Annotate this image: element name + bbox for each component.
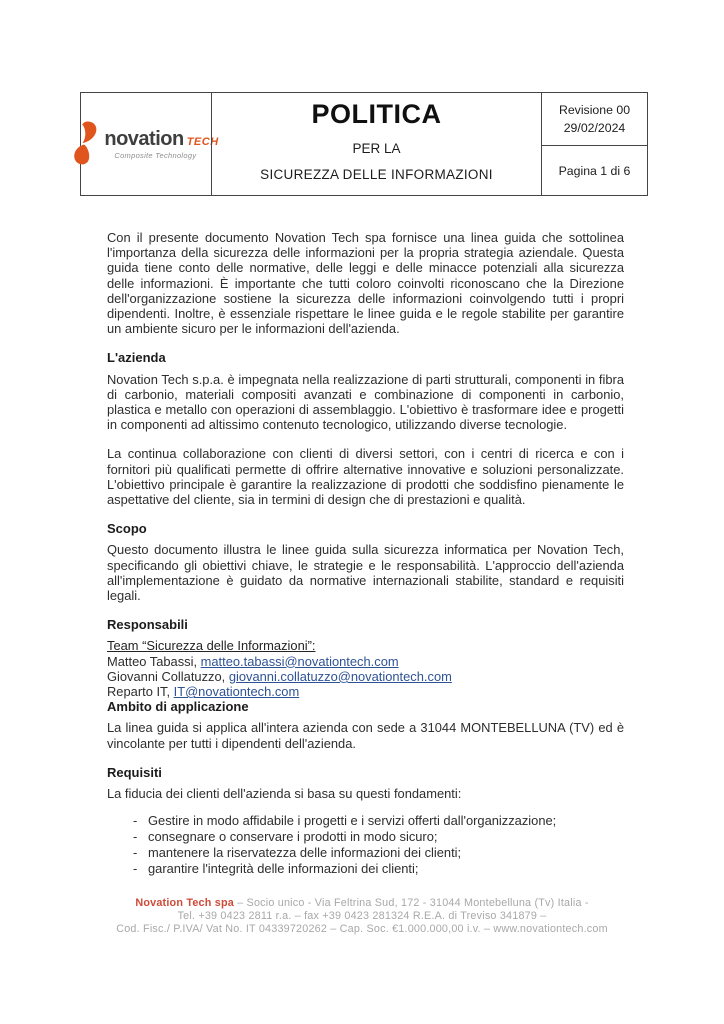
- team-label: Team “Sicurezza delle Informazioni”:: [107, 638, 316, 654]
- ambito-paragraph: La linea guida si applica all'intera azienda con sede a 31044 MONTEBELLUNA (TV) ed è vincolante per tutti i dipendenti dell'azienda.: [107, 720, 624, 751]
- intro-paragraph: Con il presente documento Novation Tech spa fornisce una linea guida che sottolinea l'importanza della sicurezza delle informazioni per la propria strategia aziendale. Questa guida tiene conto delle normative, delle leggi e delle minacce potenziali alla sicurezza delle informazioni. È importante che tutti coloro coinvolti riconoscano che la Direzione dell'organizzazione sostiene la sicurezza delle informazioni coinvolgendo tutti i propri dipendenti. Inoltre, è essenziale rispettare le linee guida e le regole stabilite per garantire un ambiente sicuro per le informazioni dell'azienda.: [107, 230, 624, 337]
- scopo-paragraph: Questo documento illustra le linee guida sulla sicurezza informatica per Novation Tech, specificando gli obiettivi chiave, le strategie e le responsabilità. L'approccio dell'azienda all'implementazione è guidato da normative internazionali stabilite, standard e requisiti legali.: [107, 542, 624, 604]
- title-cell: [211, 93, 542, 195]
- contact-line: [107, 669, 624, 684]
- header-table: [80, 92, 648, 196]
- bullet-dash: -: [133, 813, 138, 829]
- bullet-dash: -: [133, 861, 138, 877]
- revision-cell: [542, 93, 647, 146]
- revision-date: 29/02/2024: [563, 121, 626, 135]
- email-link-giovanni[interactable]: giovanni.collatuzzo@novationtech.com: [228, 668, 452, 684]
- bullet-dash: -: [133, 845, 138, 861]
- contact-name: Matteo Tabassi,: [107, 653, 201, 669]
- section-heading-azienda: L'azienda: [107, 350, 166, 366]
- email-link-matteo[interactable]: matteo.tabassi@novationtech.com: [200, 653, 399, 669]
- logo-swoosh-icon: [73, 121, 99, 167]
- logo-text: [104, 129, 218, 160]
- page-number: Pagina 1 di 6: [558, 163, 631, 178]
- page-footer: [0, 897, 724, 936]
- contact-line: [107, 684, 624, 699]
- footer-address: – Socio unico - Via Feltrina Sud, 172 - 31044 Montebelluna (Tv) Italia -: [233, 897, 589, 909]
- contact-name: Giovanni Collatuzzo,: [107, 668, 229, 684]
- requisiti-bullet-list: [107, 813, 624, 877]
- revision-label: Revisione 00: [558, 103, 631, 117]
- document-subtitle-2: SICUREZZA DELLE INFORMAZIONI: [260, 166, 493, 182]
- footer-company-name: Novation Tech spa: [135, 897, 234, 909]
- list-item: [107, 829, 624, 845]
- meta-cell: [542, 93, 647, 195]
- bullet-text: consegnare o conservare i prodotti in modo sicuro;: [148, 829, 438, 845]
- logo-name: novation: [104, 127, 184, 150]
- email-link-it[interactable]: IT@novationtech.com: [173, 684, 300, 700]
- section-heading-responsabili: Responsabili: [107, 617, 188, 633]
- footer-line-3: Cod. Fisc./ P.IVA/ Vat No. IT 04339720262 – Cap. Soc. €1.000.000,00 i.v. – www.novationtech.com: [116, 923, 608, 935]
- contact-name: Reparto IT,: [107, 684, 174, 700]
- section-heading-requisiti: Requisiti: [107, 764, 162, 780]
- bullet-text: mantenere la riservatezza delle informazioni dei clienti;: [148, 845, 462, 861]
- requisiti-intro: La fiducia dei clienti dell'azienda si basa su questi fondamenti:: [107, 786, 462, 802]
- page-number-cell: [542, 146, 647, 195]
- bullet-dash: -: [133, 829, 138, 845]
- contact-line: [107, 654, 624, 669]
- azienda-paragraph-1: Novation Tech s.p.a. è impegnata nella realizzazione di parti strutturali, componenti in fibra di carbonio, materiali compositi avanzati e combinazione di componenti in carbonio, plastica e metallo con operazioni di assemblaggio. L'obiettivo è trasformare idee e progetti in componenti ad altissimo contenuto tecnologico, utilizzando diverse tecnologie.: [107, 371, 624, 433]
- footer-line-1: [0, 897, 724, 910]
- document-title: POLITICA: [311, 99, 442, 129]
- section-heading-scopo: Scopo: [107, 521, 147, 537]
- list-item: [107, 813, 624, 829]
- logo-tech-label: TECH: [186, 135, 219, 148]
- bullet-text: Gestire in modo affidabile i progetti e i servizi offerti dall'organizzazione;: [148, 813, 557, 829]
- bullet-text: garantire l'integrità delle informazioni dei clienti;: [148, 861, 419, 877]
- azienda-paragraph-2: La continua collaborazione con clienti di diversi settori, con i centri di ricerca e con i fornitori più qualificati permette di offrire alternative innovative e soluzioni personalizzate. L'obiettivo principale è garantire la realizzazione di prodotti che soddisfino pienamente le aspettative del cliente, sia in termini di design che di prestazioni e qualità.: [107, 446, 624, 508]
- list-item: [107, 845, 624, 861]
- section-heading-ambito: Ambito di applicazione: [107, 699, 249, 715]
- footer-line-2: Tel. +39 0423 2811 r.a. – fax +39 0423 281324 R.E.A. di Treviso 341879 –: [177, 910, 547, 922]
- logo-tagline: Composite Technology: [114, 150, 197, 160]
- team-label-line: [107, 638, 624, 653]
- logo-cell: [81, 93, 219, 195]
- document-body: [107, 230, 624, 877]
- novation-tech-logo: [73, 121, 218, 167]
- document-subtitle-1: PER LA: [352, 140, 401, 156]
- list-item: [107, 861, 624, 877]
